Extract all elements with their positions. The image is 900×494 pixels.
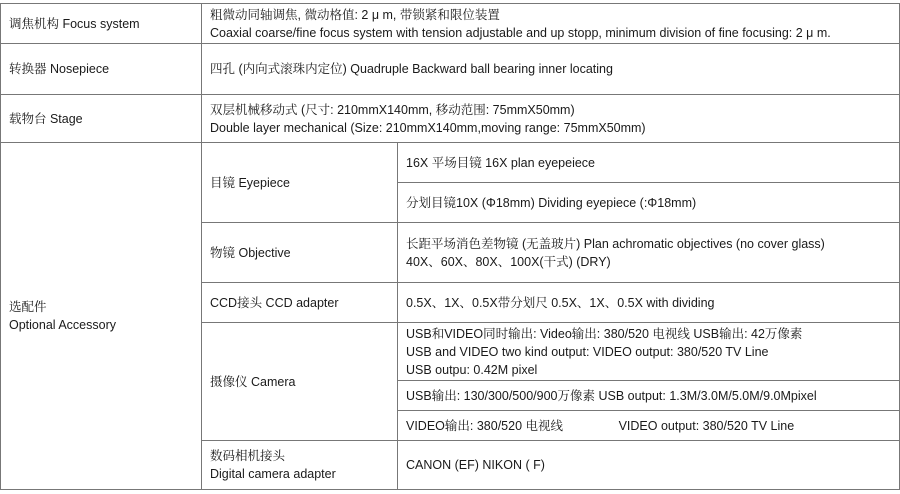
- objective-line-1: 长距平场消色差物镜 (无盖玻片) Plan achromatic objectives (no cover glass): [406, 236, 825, 251]
- nosepiece-value: 四孔 (内向式滚珠内定位) Quadruple Backward ball bearing inner locating: [202, 44, 900, 95]
- table-row-eyepiece-1: [1, 143, 900, 183]
- objective-value: [398, 223, 900, 283]
- focus-label: 调焦机构 Focus system: [1, 4, 202, 44]
- digital-label-en: Digital camera adapter: [210, 467, 336, 481]
- spec-table: [0, 3, 900, 490]
- objective-label: 物镜 Objective: [202, 223, 398, 283]
- table-row-focus: [1, 4, 900, 44]
- stage-value: [202, 95, 900, 143]
- eyepiece-item-1: 16X 平场目镜 16X plan eyepeiece: [398, 143, 900, 183]
- camera-item-1: [398, 323, 900, 381]
- eyepiece-label: 目镜 Eyepiece: [202, 143, 398, 223]
- ccd-label: CCD接头 CCD adapter: [202, 283, 398, 323]
- accessory-label: [1, 143, 202, 490]
- focus-value: [202, 4, 900, 44]
- objective-line-2: 40X、60X、80X、100X(干式) (DRY): [406, 254, 611, 269]
- camera-item-3: VIDEO输出: 380/520 电视线 VIDEO output: 380/520 TV Line: [398, 411, 900, 441]
- focus-value-en: Coaxial coarse/fine focus system with tension adjustable and up stopp, minimum division of fine focusing: 2 μ m.: [210, 25, 831, 40]
- camera-item-1-line-3: USB outpu: 0.42M pixel: [406, 362, 538, 377]
- nosepiece-label: 转换器 Nosepiece: [1, 44, 202, 95]
- digital-label-cn: 数码相机接头: [210, 449, 286, 463]
- ccd-value: 0.5X、1X、0.5X带分划尺 0.5X、1X、0.5X with dividing: [398, 283, 900, 323]
- camera-label: 摄像仪 Camera: [202, 323, 398, 441]
- stage-label: 载物台 Stage: [1, 95, 202, 143]
- digital-label: [202, 441, 398, 490]
- camera-item-1-line-2: USB and VIDEO two kind output: VIDEO output: 380/520 TV Line: [406, 344, 769, 359]
- accessory-label-en: Optional Accessory: [9, 318, 116, 332]
- digital-value: CANON (EF) NIKON ( F): [398, 441, 900, 490]
- stage-value-en: Double layer mechanical (Size: 210mmX140mm,moving range: 75mmX50mm): [210, 120, 646, 135]
- stage-value-cn: 双层机械移动式 (尺寸: 210mmX140mm, 移动范围: 75mmX50mm): [210, 102, 575, 117]
- accessory-label-cn: 选配件: [9, 300, 47, 314]
- table-row-stage: [1, 95, 900, 143]
- table-row-nosepiece: [1, 44, 900, 95]
- focus-value-cn: 粗微动同轴调焦, 微动格值: 2 μ m, 带锁紧和限位装置: [210, 7, 500, 22]
- eyepiece-item-2: 分划目镜10X (Φ18mm) Dividing eyepiece (:Φ18mm): [398, 183, 900, 223]
- camera-item-1-line-1: USB和VIDEO同时输出: Video输出: 380/520 电视线 USB输出: 42万像素: [406, 326, 803, 341]
- camera-item-2: USB输出: 130/300/500/900万像素 USB output: 1.3M/3.0M/5.0M/9.0Mpixel: [398, 381, 900, 411]
